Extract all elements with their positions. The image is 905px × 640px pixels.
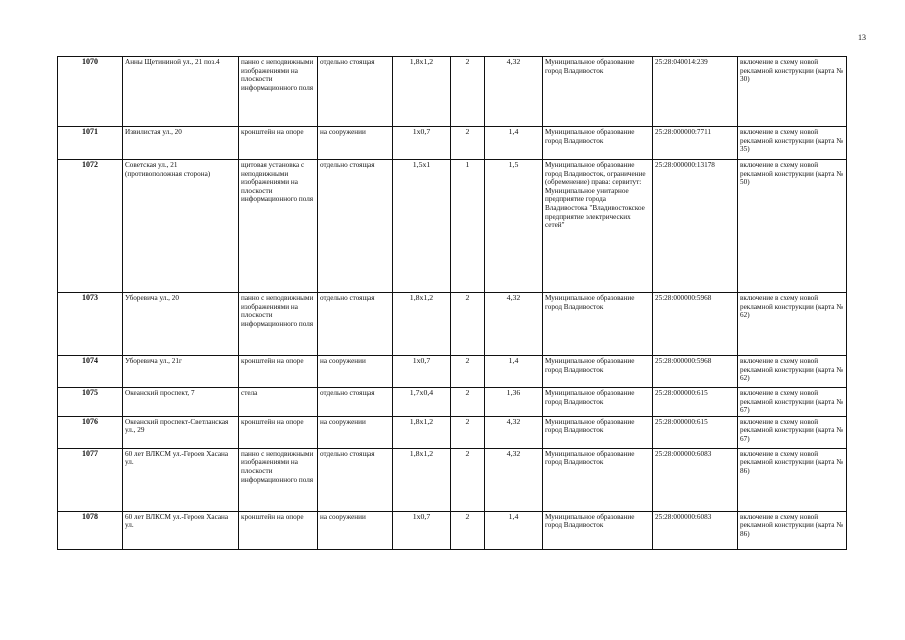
owner-cell: Муниципальное образование город Владивосток: [543, 356, 653, 388]
size-cell: 1,7x0,4: [393, 388, 451, 417]
address-cell: Советская ул., 21 (противоположная сторона): [123, 160, 239, 293]
placement-cell: на сооружении: [318, 416, 393, 448]
owner-cell: Муниципальное образование город Владивосток: [543, 388, 653, 417]
table-row: [58, 160, 847, 293]
address-cell: Океанский проспект, 7: [123, 388, 239, 417]
sides-cell: 1: [451, 160, 485, 293]
sides-cell: 2: [451, 448, 485, 511]
note-cell: включение в схему новой рекламной конструкции (карта № 30): [738, 57, 847, 127]
row-number: 1074: [58, 356, 123, 388]
note-cell: включение в схему новой рекламной конструкции (карта № 86): [738, 448, 847, 511]
address-cell: Извилистая ул., 20: [123, 127, 239, 160]
table-row: [58, 127, 847, 160]
size-cell: 1x0,7: [393, 356, 451, 388]
size-cell: 1,5x1: [393, 160, 451, 293]
address-cell: Уборевича ул., 21г: [123, 356, 239, 388]
row-number: 1076: [58, 416, 123, 448]
cadastral-number-cell: 25:28:000000:13178: [653, 160, 738, 293]
placement-cell: на сооружении: [318, 511, 393, 549]
cadastral-number-cell: 25:28:000000:615: [653, 416, 738, 448]
owner-cell: Муниципальное образование город Владивосток: [543, 127, 653, 160]
placement-cell: отдельно стоящая: [318, 57, 393, 127]
size-cell: 1x0,7: [393, 511, 451, 549]
table-row: [58, 356, 847, 388]
owner-cell: Муниципальное образование город Владивосток: [543, 293, 653, 356]
row-number: 1073: [58, 293, 123, 356]
owner-cell: Муниципальное образование город Владивосток: [543, 416, 653, 448]
area-cell: 1,4: [485, 356, 543, 388]
size-cell: 1,8x1,2: [393, 416, 451, 448]
table-row: [58, 511, 847, 549]
note-cell: включение в схему новой рекламной конструкции (карта № 35): [738, 127, 847, 160]
owner-cell: Муниципальное образование город Владивосток: [543, 511, 653, 549]
size-cell: 1,8x1,2: [393, 448, 451, 511]
cadastral-number-cell: 25:28:000000:5968: [653, 356, 738, 388]
area-cell: 4,32: [485, 293, 543, 356]
cadastral-number-cell: 25:28:000000:6083: [653, 448, 738, 511]
structure-type-cell: щитовая установка с неподвижными изображениями на плоскости информационного поля: [239, 160, 318, 293]
table-row: [58, 388, 847, 417]
note-cell: включение в схему новой рекламной конструкции (карта № 50): [738, 160, 847, 293]
note-cell: включение в схему новой рекламной конструкции (карта № 86): [738, 511, 847, 549]
table-row: [58, 416, 847, 448]
area-cell: 4,32: [485, 57, 543, 127]
structure-type-cell: кронштейн на опоре: [239, 127, 318, 160]
placement-cell: на сооружении: [318, 127, 393, 160]
note-cell: включение в схему новой рекламной конструкции (карта № 62): [738, 293, 847, 356]
table-row: [58, 448, 847, 511]
structure-type-cell: панно с неподвижными изображениями на плоскости информационного поля: [239, 293, 318, 356]
advertising-structures-table: [57, 56, 847, 550]
area-cell: 1,4: [485, 127, 543, 160]
row-number: 1070: [58, 57, 123, 127]
area-cell: 1,5: [485, 160, 543, 293]
sides-cell: 2: [451, 356, 485, 388]
cadastral-number-cell: 25:28:000000:615: [653, 388, 738, 417]
row-number: 1077: [58, 448, 123, 511]
row-number: 1075: [58, 388, 123, 417]
structure-type-cell: кронштейн на опоре: [239, 416, 318, 448]
page-number: 13: [858, 33, 866, 42]
placement-cell: на сооружении: [318, 356, 393, 388]
note-cell: включение в схему новой рекламной конструкции (карта № 67): [738, 416, 847, 448]
area-cell: 4,32: [485, 448, 543, 511]
cadastral-number-cell: 25:28:040014:239: [653, 57, 738, 127]
row-number: 1072: [58, 160, 123, 293]
owner-cell: Муниципальное образование город Владивосток: [543, 57, 653, 127]
table-row: [58, 293, 847, 356]
cadastral-number-cell: 25:28:000000:5968: [653, 293, 738, 356]
owner-cell: Муниципальное образование город Владивосток: [543, 448, 653, 511]
structure-type-cell: панно с неподвижными изображениями на плоскости информационного поля: [239, 448, 318, 511]
structure-type-cell: стела: [239, 388, 318, 417]
size-cell: 1,8x1,2: [393, 293, 451, 356]
size-cell: 1,8x1,2: [393, 57, 451, 127]
area-cell: 1,36: [485, 388, 543, 417]
sides-cell: 2: [451, 416, 485, 448]
placement-cell: отдельно стоящая: [318, 160, 393, 293]
sides-cell: 2: [451, 388, 485, 417]
sides-cell: 2: [451, 511, 485, 549]
cadastral-number-cell: 25:28:000000:7711: [653, 127, 738, 160]
area-cell: 4,32: [485, 416, 543, 448]
row-number: 1071: [58, 127, 123, 160]
placement-cell: отдельно стоящая: [318, 448, 393, 511]
area-cell: 1,4: [485, 511, 543, 549]
address-cell: 60 лет ВЛКСМ ул.-Героев Хасана ул.: [123, 448, 239, 511]
cadastral-number-cell: 25:28:000000:6083: [653, 511, 738, 549]
placement-cell: отдельно стоящая: [318, 293, 393, 356]
address-cell: Океанский проспект-Светланская ул., 29: [123, 416, 239, 448]
owner-cell: Муниципальное образование город Владивосток, ограничение (обременение) права: сервитут: Муниципальное унитарное предприятие города Владивостока "Владивостокское предприятие электрических сетей": [543, 160, 653, 293]
structure-type-cell: панно с неподвижными изображениями на плоскости информационного поля: [239, 57, 318, 127]
structure-type-cell: кронштейн на опоре: [239, 356, 318, 388]
sides-cell: 2: [451, 127, 485, 160]
table-row: [58, 57, 847, 127]
address-cell: Уборевича ул., 20: [123, 293, 239, 356]
structure-type-cell: кронштейн на опоре: [239, 511, 318, 549]
size-cell: 1x0,7: [393, 127, 451, 160]
address-cell: 60 лет ВЛКСМ ул.-Героев Хасана ул.: [123, 511, 239, 549]
sides-cell: 2: [451, 293, 485, 356]
sides-cell: 2: [451, 57, 485, 127]
placement-cell: отдельно стоящая: [318, 388, 393, 417]
address-cell: Анны Щетининой ул., 21 поз.4: [123, 57, 239, 127]
note-cell: включение в схему новой рекламной конструкции (карта № 62): [738, 356, 847, 388]
note-cell: включение в схему новой рекламной конструкции (карта № 67): [738, 388, 847, 417]
row-number: 1078: [58, 511, 123, 549]
